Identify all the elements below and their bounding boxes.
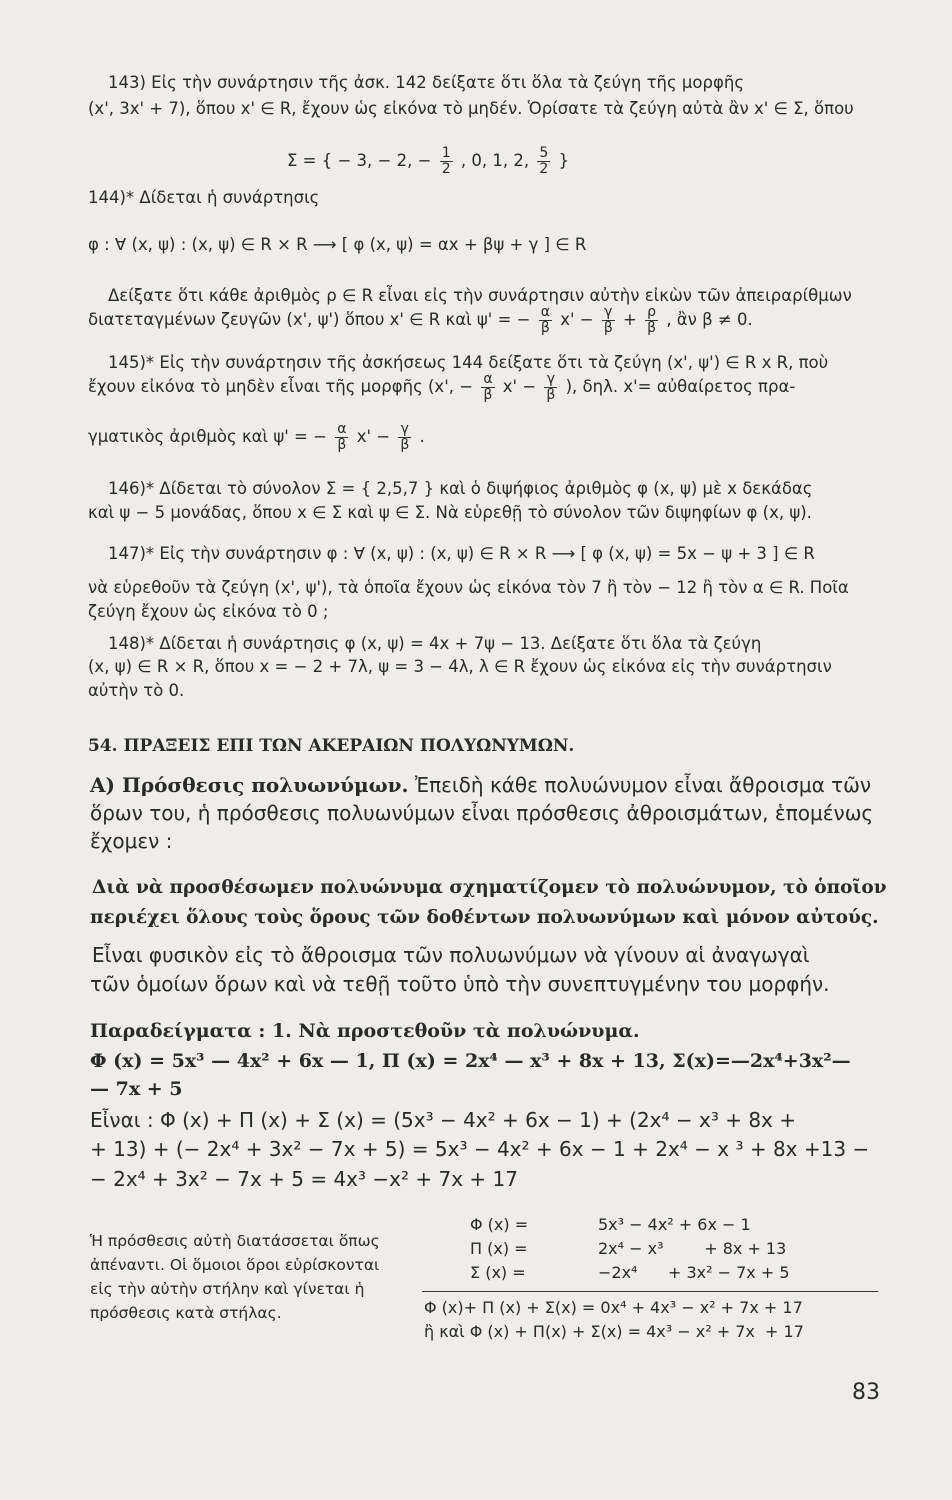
ex144-formula: φ : ∀ (x, ψ) : (x, ψ) ∈ R × R ⟶ [ φ (x, ψ) = αx + βψ + γ ] ∈ R: [88, 235, 587, 254]
poly-line2: — 7x + 5: [90, 1078, 183, 1100]
result-line1: Φ (x)+ Π (x) + Σ(x) = 0x⁴ + 4x³ − x² + 7x + 17: [424, 1298, 803, 1317]
row3-terms: −2x⁴ + 3x² − 7x + 5: [598, 1263, 790, 1282]
fraction-alpha-beta-2: $\frac{\alpha}{\beta}$: [483, 371, 493, 403]
ex147-line1: 147)* Εἰς τὴν συνάρτησιν φ : ∀ (x, ψ) : (x, ψ) ∈ R × R ⟶ [ φ (x, ψ) = 5x − ψ + 3 ] ∈ R: [108, 544, 815, 563]
ex148-line1: 148)* Δίδεται ἡ συνάρτησις φ (x, ψ) = 4x + 7ψ − 13. Δείξατε ὅτι ὅλα τὰ ζεύγη: [108, 634, 762, 653]
ex143-set: [287, 146, 569, 177]
rule-line2: περιέχει ὅλους τοὺς ὅρους τῶν δοθέντων πολυωνύμων καὶ μόνον αὐτούς.: [90, 907, 879, 928]
note-line1: Εἶναι φυσικὸν εἰς τὸ ἄθροισμα τῶν πολυωνύμων νὰ γίνουν αἱ ἀναγωγαὶ: [92, 943, 810, 967]
ex148-line3: αὐτὴν τὸ 0.: [88, 681, 185, 700]
ex145-line1: 145)* Εἰς τὴν συνάρτησιν τῆς ἀσκήσεως 144 δείξατε ὅτι τὰ ζεύγη (x', ψ') ∈ R x R, ποὺ: [108, 353, 829, 372]
fraction-gamma-beta: $\frac{\gamma}{\beta}$: [603, 304, 613, 336]
row3-label: Σ (x) =: [470, 1263, 526, 1282]
set-part-a: Σ = { − 3, − 2, −: [287, 151, 432, 170]
column-text-line1: Ἡ πρόσθεσις αὐτὴ διατάσσεται ὅπως: [90, 1232, 380, 1250]
column-text-line4: πρόσθεσις κατὰ στήλας.: [90, 1304, 282, 1322]
fraction-one-half: $\frac{1}{2}$: [441, 145, 451, 177]
section-a-title: Α) Πρόσθεσις πολυωνύμων.: [90, 773, 409, 797]
poly-line1: Φ (x) = 5x³ — 4x² + 6x — 1, Π (x) = 2x⁴ — x³ + 8x + 13, Σ(x)=—2x⁴+3x²—: [90, 1050, 851, 1072]
fraction-five-halves: $\frac{5}{2}$: [539, 145, 549, 177]
ex148-line2: (x, ψ) ∈ R × R, ὅπου x = − 2 + 7λ, ψ = 3 − 4λ, λ ∈ R ἔχουν ὡς εἰκόνα εἰς τὴν συνάρτησιν: [88, 657, 832, 676]
page-number: 83: [852, 1380, 880, 1405]
ex145-line3: γματικὸς ἀριθμὸς καὶ ψ' = − $\frac{\alpha}{\beta}$ x' − $\frac{\gamma}{\beta}$ .: [88, 421, 425, 453]
column-text-line3: εἰς τὴν αὐτὴν στήλην καὶ γίνεται ἡ: [90, 1280, 365, 1298]
fraction-alpha-beta-3: $\frac{\alpha}{\beta}$: [337, 421, 347, 453]
sum-rule: [422, 1291, 878, 1292]
sum-line2: + 13) + (− 2x⁴ + 3x² − 7x + 5) = 5x³ − 4x² + 6x − 1 + 2x⁴ − x ³ + 8x +13 −: [90, 1137, 870, 1161]
ex147-line2: νὰ εὑρεθοῦν τὰ ζεύγη (x', ψ'), τὰ ὁποῖα ἔχουν ὡς εἰκόνα τὸν 7 ἢ τὸν − 12 ἢ τὸν α ∈ R. Ποῖα: [88, 578, 849, 597]
row1-label: Φ (x) =: [470, 1215, 529, 1234]
row2-terms: 2x⁴ − x³ + 8x + 13: [598, 1239, 787, 1258]
section-a-line3: ἔχομεν :: [90, 829, 173, 853]
fraction-alpha-beta: $\frac{\alpha}{\beta}$: [540, 304, 550, 336]
ex146-line1: 146)* Δίδεται τὸ σύνολον Σ = { 2,5,7 } καὶ ὁ διψήφιος ἀριθμὸς φ (x, ψ) μὲ x δεκάδας: [108, 479, 813, 498]
examples-title: Παραδείγματα : 1. Νὰ προστεθοῦν τὰ πολυώνυμα.: [90, 1020, 640, 1042]
ex147-line3: ζεύγη ἔχουν ὡς εἰκόνα τὸ 0 ;: [88, 602, 329, 621]
ex143-line1: 143) Εἰς τὴν συνάρτησιν τῆς ἀσκ. 142 δείξατε ὅτι ὅλα τὰ ζεύγη τῆς μορφῆς: [108, 73, 745, 92]
ex144-line1: Δείξατε ὅτι κάθε ἀριθμὸς ρ ∈ R εἶναι εἰς τὴν συνάρτησιν αὐτὴν εἰκὼν τῶν ἀπειραρίθμων: [108, 286, 852, 305]
sum-line3: − 2x⁴ + 3x² − 7x + 5 = 4x³ −x² + 7x + 17: [90, 1167, 518, 1191]
rule-line1: Διὰ νὰ προσθέσωμεν πολυώνυμα σχηματίζομεν τὸ πολυώνυμον, τὸ ὁποῖον: [92, 877, 887, 898]
row1-terms: 5x³ − 4x² + 6x − 1: [598, 1215, 751, 1234]
fraction-rho-beta: $\frac{\rho}{\beta}$: [647, 304, 657, 336]
section-a-line2: ὅρων του, ἡ πρόσθεσις πολυωνύμων εἶναι πρόσθεσις ἀθροισμάτων, ἑπομένως: [90, 801, 874, 825]
set-part-b: , 0, 1, 2,: [460, 151, 530, 170]
ex145-line2: ἔχουν εἰκόνα τὸ μηδὲν εἶναι τῆς μορφῆς (x', − $\frac{\alpha}{\beta}$ x' − $\frac{\gamma}{\beta}$ ), δηλ. x'= αὐθαίρετος πρα-: [88, 371, 796, 403]
row2-label: Π (x) =: [470, 1239, 528, 1258]
set-part-c: }: [558, 151, 569, 170]
result-line2: ἢ καὶ Φ (x) + Π(x) + Σ(x) = 4x³ − x² + 7x + 17: [424, 1322, 804, 1341]
section-heading: 54. ΠΡΑΞΕΙΣ ΕΠΙ ΤΩΝ ΑΚΕΡΑΙΩΝ ΠΟΛΥΩΝΥΜΩΝ.: [88, 736, 575, 756]
ex146-line2: καὶ ψ − 5 μονάδας, ὅπου x ∈ Σ καὶ ψ ∈ Σ. Νὰ εὑρεθῇ τὸ σύνολον τῶν διψηφίων φ (x, ψ).: [88, 503, 812, 522]
ex143-line2: (x', 3x' + 7), ὅπου x' ∈ R, ἔχουν ὡς εἰκόνα τὸ μηδέν. Ὁρίσατε τὰ ζεύγη αὐτὰ ἂν x' ∈ Σ, ὅπου: [88, 99, 854, 118]
fraction-gamma-beta-2: $\frac{\gamma}{\beta}$: [546, 371, 556, 403]
ex144-title: 144)* Δίδεται ἡ συνάρτησις: [88, 188, 320, 207]
sum-line1: Εἶναι : Φ (x) + Π (x) + Σ (x) = (5x³ − 4x² + 6x − 1) + (2x⁴ − x³ + 8x +: [90, 1108, 797, 1132]
note-line2: τῶν ὁμοίων ὅρων καὶ νὰ τεθῇ τοῦτο ὑπὸ τὴν συνεπτυγμένην του μορφήν.: [90, 972, 830, 996]
section-a-line1: Α) Πρόσθεσις πολυωνύμων. Ἐπειδὴ κάθε πολυώνυμον εἶναι ἄθροισμα τῶν: [90, 773, 872, 797]
ex144-line2: διατεταγμένων ζευγῶν (x', ψ') ὅπου x' ∈ R καὶ ψ' = − $\frac{\alpha}{\beta}$ x' − $\frac{\gamma}{\beta}$ + $\frac{\rho}{\beta}$ , ἂν β ≠ 0.: [88, 304, 753, 336]
fraction-gamma-beta-3: $\frac{\gamma}{\beta}$: [400, 421, 410, 453]
column-text-line2: ἀπέναντι. Οἱ ὅμοιοι ὅροι εὑρίσκονται: [90, 1256, 380, 1274]
